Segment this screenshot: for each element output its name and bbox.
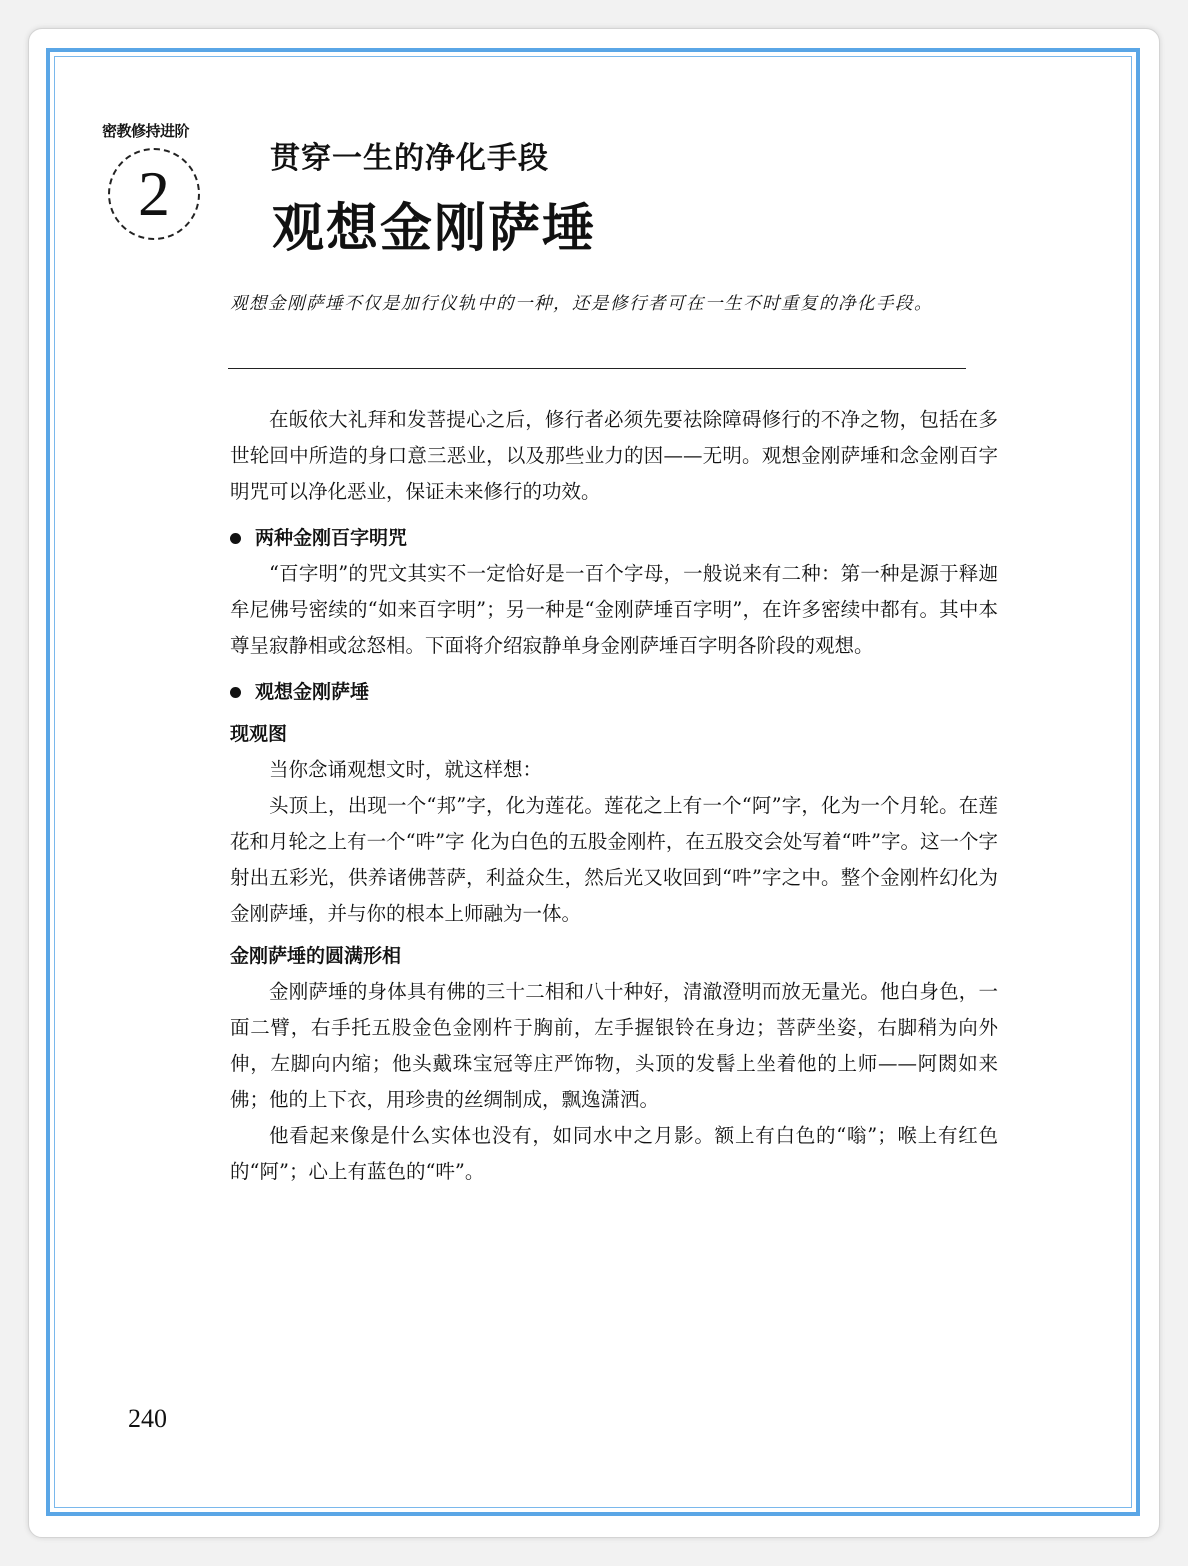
section-label: 密教修持进阶 xyxy=(102,122,190,140)
paragraph: 金刚萨埵的身体具有佛的三十二相和八十种好，清澈澄明而放无量光。他白身色，一面二臂，右手托五股金色金刚杵于胸前，左手握银铃在身边；菩萨坐姿，右脚稍为向外伸，左脚向内缩；他头戴珠宝冠等庄严饰物，头顶的发髻上坐着他的上师——阿閦如来佛；他的上下衣，用珍贵的丝绸制成，飘逸潇洒。 xyxy=(230,980,998,1111)
section-number-badge: 2 xyxy=(108,148,200,240)
paragraph: 当你念诵观想文时，就这样想： xyxy=(269,758,543,781)
paragraph: 在皈依大礼拜和发菩提心之后，修行者必须先要祛除障碍修行的不净之物，包括在多世轮回中所造的身口意三恶业，以及那些业力的因——无明。观想金刚萨埵和念金刚百字明咒可以净化恶业，保证未来修行的功效。 xyxy=(230,408,998,503)
bullet-icon xyxy=(230,533,241,544)
bullet-icon xyxy=(230,687,241,698)
paragraph: 他看起来像是什么实体也没有，如同水中之月影。额上有白色的“嗡”；喉上有红色的“阿”；心上有蓝色的“吽”。 xyxy=(230,1124,998,1183)
chapter-title: 观想金刚萨埵 xyxy=(272,199,597,259)
paragraph: “百字明”的咒文其实不一定恰好是一百个字母，一般说来有二种：第一种是源于释迦牟尼佛号密续的“如来百字明”；另一种是“金刚萨埵百字明”，在许多密续中都有。其中本尊呈寂静相或忿怒相。下面将介绍寂静单身金刚萨埵百字明各阶段的观想。 xyxy=(230,562,998,657)
paragraph: 头顶上，出现一个“邦”字，化为莲花。莲花之上有一个“阿”字，化为一个月轮。在莲花和月轮之上有一个“吽”字 化为白色的五股金刚杵，在五股交会处写着“吽”字。这一个字射出五彩光，供养诸佛菩萨，利益众生，然后光又收回到“吽”字之中。整个金刚杵幻化为金刚萨埵，并与你的根本上师融为一体。 xyxy=(230,794,998,925)
section-heading-text: 两种金刚百字明咒 xyxy=(255,527,408,549)
section-heading xyxy=(230,520,998,556)
page-number: 240 xyxy=(128,1404,167,1433)
intro-text: 观想金刚萨埵不仅是加行仪轨中的一种，还是修行者可在一生不时重复的净化手段。 xyxy=(230,294,933,314)
divider-line xyxy=(228,368,966,369)
section-heading xyxy=(230,674,998,710)
subheading: 现观图 xyxy=(230,723,288,745)
section-heading-text: 观想金刚萨埵 xyxy=(255,681,370,703)
subheading: 金刚萨埵的圆满形相 xyxy=(230,945,402,967)
body-text xyxy=(230,402,998,1190)
chapter-subtitle: 贯穿一生的净化手段 xyxy=(270,141,549,176)
